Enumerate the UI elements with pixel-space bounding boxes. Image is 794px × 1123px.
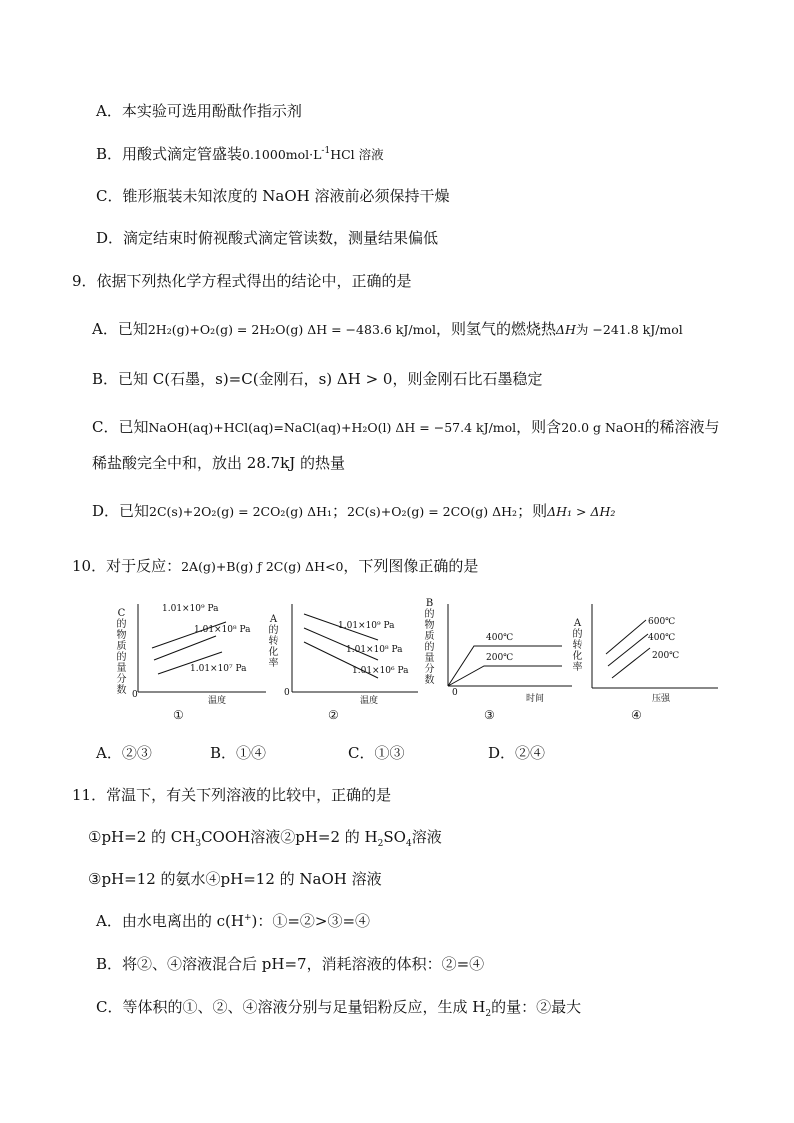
chart4-svg bbox=[572, 600, 732, 700]
q9-d-pre: D．已知 bbox=[92, 502, 150, 520]
q9-c-mid: ，则含 bbox=[516, 418, 562, 436]
ylabel-char: A bbox=[269, 614, 278, 625]
q11-a-pre: A．由水电离出的 c(H bbox=[96, 912, 244, 930]
q11-l1-c: COOH溶液②pH=2 的 H bbox=[201, 828, 378, 846]
ylabel-char: 率 bbox=[572, 662, 583, 673]
q10-chart-4 bbox=[572, 600, 732, 728]
q8-b-conc: 0.1000mol·L bbox=[242, 147, 322, 162]
chart4-series-1: 600℃ bbox=[648, 617, 676, 627]
chart2-caption: ② bbox=[328, 708, 339, 722]
q10-chart-2 bbox=[268, 600, 428, 728]
q10-stem bbox=[72, 556, 478, 577]
chart3-caption: ③ bbox=[484, 708, 495, 722]
chart3-series-1: 400℃ bbox=[486, 633, 514, 643]
q10-chart-1 bbox=[116, 600, 276, 728]
ylabel-char: 的 bbox=[116, 619, 127, 630]
chart1-origin: 0 bbox=[132, 690, 138, 700]
q9-a-mid: ，则氢气的燃烧热 bbox=[435, 320, 556, 338]
q11-l1-e: SO bbox=[383, 828, 406, 846]
ylabel-char: 率 bbox=[268, 658, 279, 669]
chart1-svg bbox=[116, 600, 276, 700]
q8-option-c: C．锥形瓶装未知浓度的 NaOH 溶液前必须保持干燥 bbox=[96, 187, 450, 205]
q10-option-d: D．②④ bbox=[488, 744, 546, 762]
q9-a-pre: A．已知 bbox=[92, 320, 148, 338]
q9-c-equation: NaOH(aq)+HCl(aq)=NaCl(aq)+H₂O(l) ΔH = −57.4 kJ/mol bbox=[148, 420, 517, 435]
q11-a-post: )：①=②>③=④ bbox=[251, 912, 371, 930]
q11-l1-sub: 2 bbox=[377, 839, 384, 849]
q11-option-c bbox=[96, 997, 581, 1017]
q11-c-pre: C．等体积的①、②、④溶液分别与足量铝粉反应，生成 H bbox=[96, 998, 486, 1016]
chart3-svg bbox=[422, 600, 582, 700]
q10-option-c: C．①③ bbox=[348, 744, 405, 762]
ylabel-char: 质 bbox=[424, 631, 435, 642]
q8-b-sup: -1 bbox=[321, 146, 331, 156]
chart4-series-2: 400℃ bbox=[648, 633, 676, 643]
chart3-line-2 bbox=[448, 666, 562, 686]
chart1-caption: ① bbox=[173, 708, 184, 722]
ylabel-char: A bbox=[573, 618, 582, 629]
q9-option-c bbox=[92, 417, 720, 438]
ylabel-char: 的 bbox=[572, 629, 583, 640]
ylabel-char: 分 bbox=[116, 674, 127, 685]
q11-l1-sub: 4 bbox=[405, 839, 412, 849]
ylabel-char: 数 bbox=[116, 685, 127, 696]
ylabel-char: 的 bbox=[116, 652, 127, 663]
q8-b-pre: B．用酸式滴定管盛装 bbox=[96, 145, 243, 163]
q8-option-d: D．滴定结束时俯视酸式滴定管读数，测量结果偏低 bbox=[96, 229, 439, 247]
ylabel-char: 转 bbox=[268, 636, 279, 647]
q11-c-sub: 2 bbox=[485, 1009, 492, 1019]
chart2-line-2 bbox=[304, 628, 378, 660]
ylabel-char: B bbox=[425, 598, 434, 609]
chart1-series-2: 1.01×10⁸ Pa bbox=[194, 625, 251, 635]
chart2-series-3: 1.01×10⁶ Pa bbox=[352, 666, 409, 676]
ylabel-char: 的 bbox=[424, 609, 435, 620]
chart4-caption: ④ bbox=[631, 708, 642, 722]
q9-a-equation: 2H₂(g)+O₂(g) = 2H₂O(g) ΔH = −483.6 kJ/mol bbox=[147, 322, 436, 337]
q10-option-b: B．①④ bbox=[210, 744, 267, 762]
q10-stem-equation: 2A(g)+B(g) ƒ 2C(g) ΔH<0 bbox=[181, 559, 344, 574]
q11-c-post: 的量：②最大 bbox=[491, 998, 582, 1016]
q11-l1-a: ①pH=2 的 CH bbox=[88, 828, 196, 846]
chart1-xlabel: 温度 bbox=[208, 696, 227, 706]
chart1-series-3: 1.01×10⁷ Pa bbox=[190, 664, 247, 674]
ylabel-char: 化 bbox=[572, 651, 583, 662]
q9-a-end: 为 −241.8 kJ/mol bbox=[575, 322, 683, 337]
ylabel-char: 的 bbox=[268, 625, 279, 636]
q11-solution-line-2: ③pH=12 的氨水④pH=12 的 NaOH 溶液 bbox=[88, 870, 382, 888]
q9-c-end: 的稀溶液与 bbox=[644, 418, 720, 436]
q9-d-sep: ； bbox=[332, 502, 348, 520]
chart3-series-2: 200℃ bbox=[486, 653, 514, 663]
chart2-series-2: 1.01×10⁸ Pa bbox=[346, 645, 403, 655]
q8-option-a: A．本实验可选用酚酞作指示剂 bbox=[96, 102, 302, 120]
q9-stem: 9．依据下列热化学方程式得出的结论中，正确的是 bbox=[72, 272, 412, 290]
chart3-xlabel: 时间 bbox=[526, 694, 545, 704]
q9-option-a bbox=[92, 319, 683, 340]
ylabel-char: 化 bbox=[268, 647, 279, 658]
chart4-series-3: 200℃ bbox=[652, 651, 680, 661]
q9-d-compare: ΔH₁ > ΔH₂ bbox=[547, 504, 616, 519]
ylabel-char: 数 bbox=[424, 675, 435, 686]
ylabel-char: 转 bbox=[572, 640, 583, 651]
q10-stem-pre: 10．对于反应： bbox=[72, 557, 182, 575]
q9-option-c-cont: 稀盐酸完全中和，放出 28.7kJ 的热量 bbox=[92, 454, 346, 472]
q9-d-end: ；则 bbox=[517, 502, 548, 520]
chart1-series-1: 1.01×10⁹ Pa bbox=[162, 604, 219, 614]
q11-option-b: B．将②、④溶液混合后 pH=7，消耗溶液的体积：②=④ bbox=[96, 955, 485, 973]
q11-option-a bbox=[96, 911, 370, 931]
q8-option-b bbox=[96, 144, 384, 165]
ylabel-char: C bbox=[117, 608, 126, 619]
q9-option-d bbox=[92, 501, 615, 522]
q11-l1-sub: 3 bbox=[195, 839, 202, 849]
q8-b-post: HCl 溶液 bbox=[330, 147, 384, 162]
q9-a-dh: ΔH bbox=[555, 322, 576, 337]
q10-stem-post: ，下列图像正确的是 bbox=[343, 557, 479, 575]
ylabel-char: 分 bbox=[424, 664, 435, 675]
chart2-series-1: 1.01×10⁹ Pa bbox=[338, 621, 395, 631]
ylabel-char: 量 bbox=[424, 653, 435, 664]
chart4-line-2 bbox=[608, 634, 648, 666]
ylabel-char: 的 bbox=[424, 642, 435, 653]
chart4-line-3 bbox=[612, 648, 650, 678]
chart4-line-1 bbox=[606, 620, 646, 654]
q11-solution-line-1 bbox=[88, 827, 442, 847]
ylabel-char: 物 bbox=[116, 630, 127, 641]
chart2-origin: 0 bbox=[284, 688, 290, 698]
q10-option-a: A．②③ bbox=[96, 744, 152, 762]
q9-d-eq2: 2C(s)+O₂(g) = 2CO(g) ΔH₂ bbox=[347, 504, 518, 519]
q9-d-eq1: 2C(s)+2O₂(g) = 2CO₂(g) ΔH₁ bbox=[149, 504, 333, 519]
chart1-line-2 bbox=[154, 636, 216, 660]
chart3-origin: 0 bbox=[452, 688, 458, 698]
chart2-xlabel: 温度 bbox=[360, 696, 379, 706]
ylabel-char: 质 bbox=[116, 641, 127, 652]
q10-chart-3 bbox=[422, 600, 582, 728]
q9-option-b: B．已知 C(石墨，s)=C(金刚石，s) ΔH > 0，则金刚石比石墨稳定 bbox=[92, 370, 543, 388]
ylabel-char: 量 bbox=[116, 663, 127, 674]
chart4-xlabel: 压强 bbox=[652, 694, 671, 704]
ylabel-char: 物 bbox=[424, 620, 435, 631]
q11-l1-g: 溶液 bbox=[411, 828, 442, 846]
q9-c-mass: 20.0 g NaOH bbox=[561, 420, 645, 435]
q11-stem: 11．常温下，有关下列溶液的比较中，正确的是 bbox=[72, 786, 392, 804]
q11-a-sup: + bbox=[243, 913, 252, 923]
q9-c-pre: C．已知 bbox=[92, 418, 149, 436]
